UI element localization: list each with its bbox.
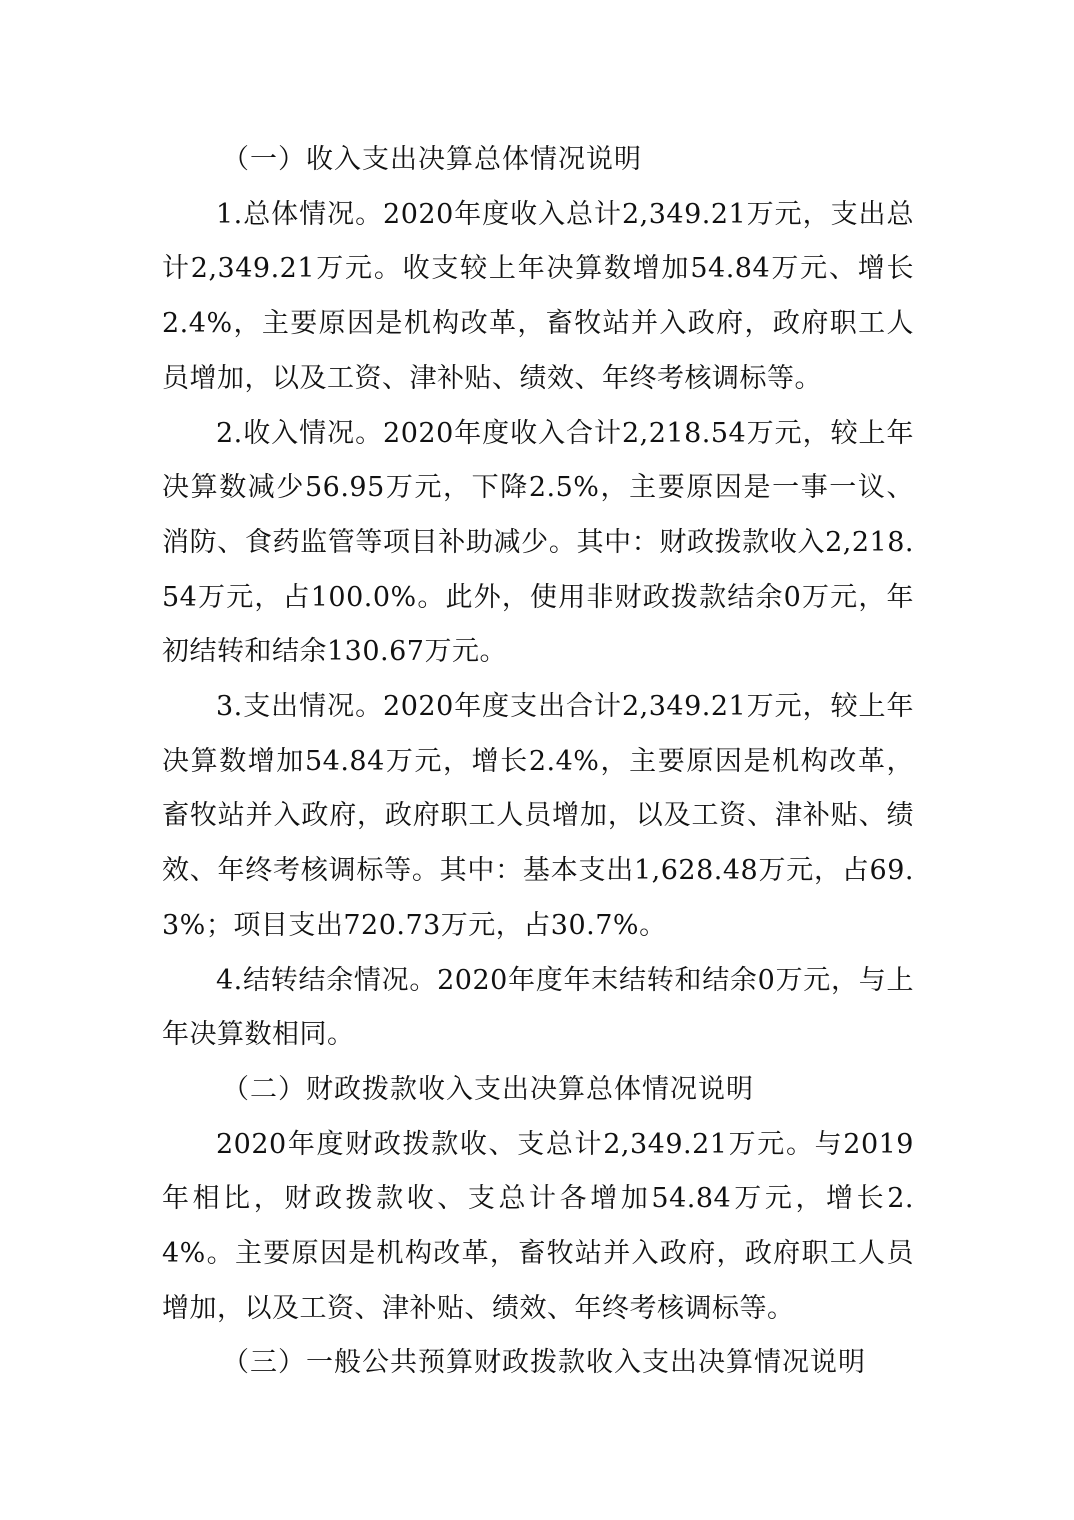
paragraph-income: 2.收入情况。2020年度收入合计2,218.54万元，较上年决算数减少56.95万元，下降2.5%，主要原因是一事一议、消防、食药监管等项目补助减少。其中：财政拨款收入2,218.54万元，占100.0%。此外，使用非财政拨款结余0万元，年初结转和结余130.67万元。 bbox=[162, 417, 914, 668]
section-heading-1: （一）收入支出决算总体情况说明 bbox=[222, 144, 642, 175]
section-heading-2: （二）财政拨款收入支出决算总体情况说明 bbox=[222, 1073, 754, 1105]
document-page bbox=[162, 133, 914, 1391]
section-heading-3: （三）一般公共预算财政拨款收入支出决算情况说明 bbox=[222, 1347, 866, 1379]
paragraph-expenditure: 3.支出情况。2020年度支出合计2,349.21万元，较上年决算数增加54.84万元，增长2.4%，主要原因是机构改革，畜牧站并入政府，政府职工人员增加，以及工资、津补贴、绩效、年终考核调标等。其中：基本支出1,628.48万元，占69.3%；项目支出720.73万元，占30.7%。 bbox=[162, 691, 914, 941]
paragraph-fiscal-appropriation: 2020年度财政拨款收、支总计2,349.21万元。与2019年相比，财政拨款收、支总计各增加54.84万元，增长2.4%。主要原因是机构改革，畜牧站并入政府，政府职工人员增加，以及工资、津补贴、绩效、年终考核调标等。 bbox=[162, 1128, 914, 1324]
paragraph-overall: 1.总体情况。2020年度收入总计2,349.21万元，支出总计2,349.21万元。收支较上年决算数增加54.84万元、增长2.4%，主要原因是机构改革，畜牧站并入政府，政府职工人员增加，以及工资、津补贴、绩效、年终考核调标等。 bbox=[162, 198, 914, 394]
paragraph-carryover: 4.结转结余情况。2020年度年末结转和结余0万元，与上年决算数相同。 bbox=[162, 964, 914, 1051]
